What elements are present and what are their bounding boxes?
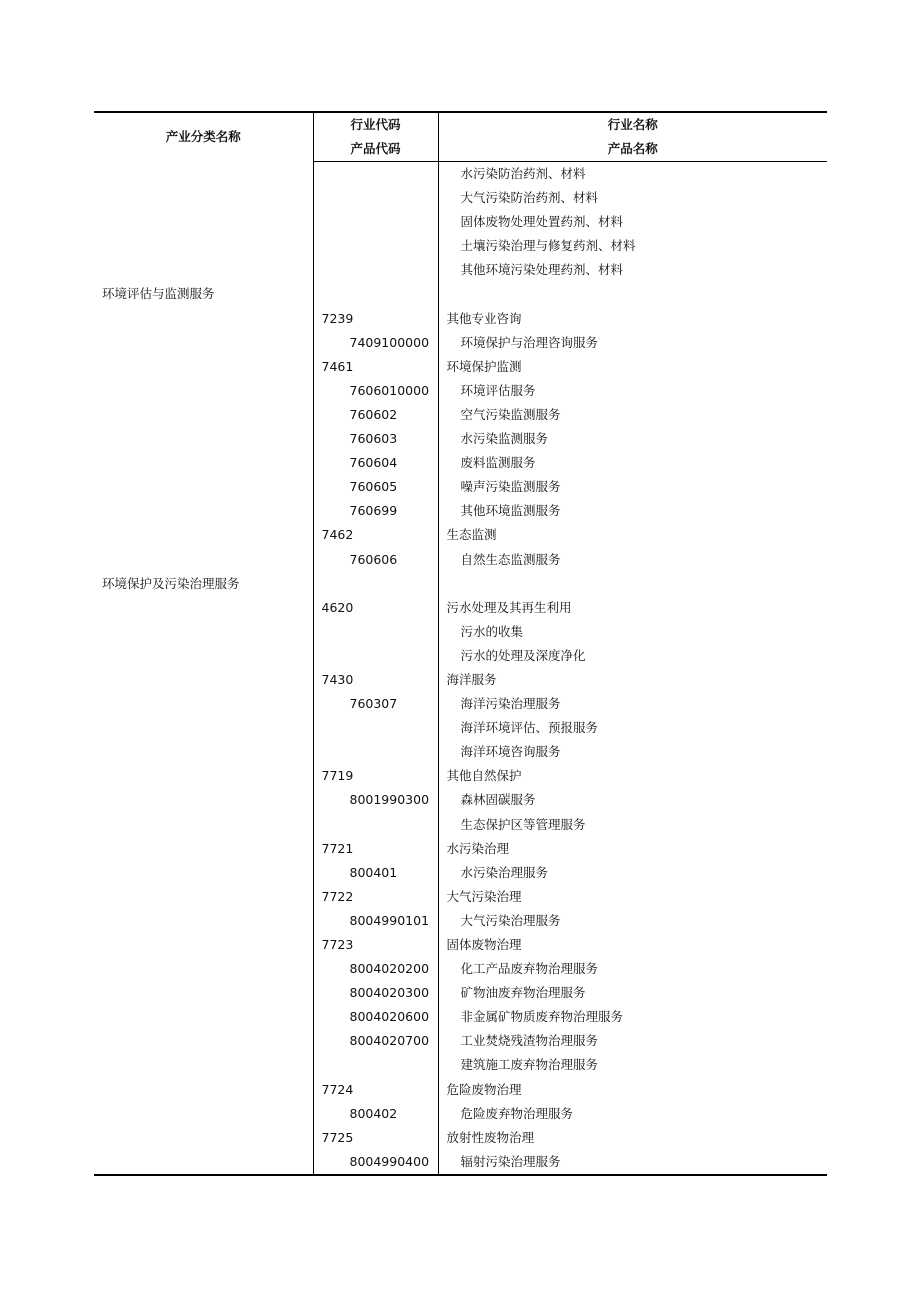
code-cell (313, 885, 438, 909)
code-cell (313, 258, 438, 282)
code-text: 8004020200 (349, 961, 430, 977)
name-cell (438, 162, 827, 187)
code-cell (313, 716, 438, 740)
table-row (94, 813, 827, 837)
code-cell (313, 933, 438, 957)
name-text: 海洋环境评估、预报服务 (460, 720, 599, 736)
code-cell (313, 499, 438, 523)
category-cell (94, 957, 313, 981)
code-cell (313, 596, 438, 620)
code-text: 7606010000 (349, 382, 430, 398)
table-row (94, 885, 827, 909)
category-cell (94, 788, 313, 812)
name-cell (438, 813, 827, 837)
name-cell (438, 379, 827, 403)
name-cell (438, 861, 827, 885)
table-row (94, 186, 827, 210)
code-text: 7724 (321, 1081, 354, 1097)
name-text: 大气污染防治药剂、材料 (460, 190, 599, 206)
name-cell (438, 499, 827, 523)
category-cell (94, 1126, 313, 1150)
category-cell (94, 1053, 313, 1077)
name-cell (438, 403, 827, 427)
table-row (94, 331, 827, 355)
category-cell (94, 523, 313, 547)
name-cell (438, 1053, 827, 1077)
table-row (94, 1005, 827, 1029)
category-cell (94, 548, 313, 572)
code-text: 8004990400 (349, 1153, 430, 1169)
category-cell (94, 933, 313, 957)
code-text: 760602 (349, 406, 398, 422)
category-cell: 环境保护及污染治理服务 (102, 575, 240, 591)
table-row (94, 740, 827, 764)
category-cell (94, 210, 313, 234)
name-cell (438, 523, 827, 547)
category-cell (94, 451, 313, 475)
code-cell (313, 234, 438, 258)
category-cell (94, 909, 313, 933)
name-cell (438, 692, 827, 716)
code-cell (313, 1126, 438, 1150)
name-cell (438, 957, 827, 981)
classification-table (94, 111, 827, 1176)
code-cell (313, 548, 438, 572)
name-cell (438, 764, 827, 788)
name-text: 森林固碳服务 (460, 792, 536, 808)
category-cell (94, 1029, 313, 1053)
table-row (94, 1029, 827, 1053)
name-cell (438, 1126, 827, 1150)
name-text: 生态保护区等管理服务 (460, 816, 586, 832)
code-text: 760699 (349, 503, 398, 519)
name-text: 污水的收集 (460, 623, 524, 639)
code-cell (313, 788, 438, 812)
name-cell (438, 186, 827, 210)
name-cell (438, 451, 827, 475)
table-body (94, 162, 827, 1175)
name-cell (438, 740, 827, 764)
table-row (94, 981, 827, 1005)
category-cell (94, 1102, 313, 1126)
name-text: 土壤污染治理与修复药剂、材料 (460, 238, 636, 254)
code-text: 7721 (321, 840, 354, 856)
category-cell (94, 234, 313, 258)
table-row (94, 379, 827, 403)
code-cell (313, 861, 438, 885)
code-cell (313, 620, 438, 644)
name-cell (438, 933, 827, 957)
category-cell (94, 1150, 313, 1175)
code-cell (313, 644, 438, 668)
name-text: 水污染监测服务 (460, 431, 549, 447)
category-cell (94, 885, 313, 909)
category-cell (94, 1078, 313, 1102)
code-text: 7462 (321, 527, 354, 543)
code-cell (313, 837, 438, 861)
code-text: 7409100000 (349, 334, 430, 350)
table-row (94, 282, 827, 306)
code-cell (313, 210, 438, 234)
code-text: 760606 (349, 551, 398, 567)
name-text: 海洋环境咨询服务 (460, 744, 561, 760)
category-cell (94, 403, 313, 427)
category-cell (94, 331, 313, 355)
name-cell (438, 210, 827, 234)
code-cell (313, 572, 438, 596)
table-row (94, 403, 827, 427)
name-text: 固体废物处理处置药剂、材料 (460, 214, 624, 230)
code-cell (313, 379, 438, 403)
table-row (94, 692, 827, 716)
name-cell (438, 1005, 827, 1029)
name-cell (438, 427, 827, 451)
header-product-code: 产品代码 (313, 137, 438, 162)
name-text: 其他专业咨询 (446, 310, 522, 326)
category-cell (94, 764, 313, 788)
code-cell (313, 523, 438, 547)
category-cell (94, 379, 313, 403)
name-text: 环境保护与治理咨询服务 (460, 334, 599, 350)
name-text: 废料监测服务 (460, 455, 536, 471)
name-text: 其他自然保护 (446, 768, 522, 784)
code-cell (313, 307, 438, 331)
name-cell (438, 548, 827, 572)
table-row (94, 427, 827, 451)
name-text: 放射性废物治理 (446, 1129, 535, 1145)
name-text: 其他环境监测服务 (460, 503, 561, 519)
table-row (94, 620, 827, 644)
code-cell (313, 403, 438, 427)
code-text: 7725 (321, 1129, 354, 1145)
table-row (94, 1150, 827, 1175)
header-product-name: 产品名称 (438, 137, 827, 162)
code-text: 8004020700 (349, 1033, 430, 1049)
name-cell (438, 258, 827, 282)
category-cell (94, 668, 313, 692)
category-cell (94, 837, 313, 861)
name-text: 污水处理及其再生利用 (446, 599, 572, 615)
code-cell (313, 813, 438, 837)
name-cell (438, 1150, 827, 1175)
category-cell (94, 355, 313, 379)
name-text: 生态监测 (446, 527, 497, 543)
name-cell (438, 282, 827, 306)
code-text: 7723 (321, 937, 354, 952)
category-cell (94, 162, 313, 187)
table-row (94, 258, 827, 282)
table-row (94, 451, 827, 475)
code-cell (313, 1005, 438, 1029)
category-cell (94, 186, 313, 210)
code-cell (313, 764, 438, 788)
name-text: 建筑施工废弃物治理服务 (460, 1057, 599, 1073)
header-category: 产业分类名称 (94, 112, 313, 162)
code-cell (313, 909, 438, 933)
table-row (94, 933, 827, 957)
table-row (94, 1126, 827, 1150)
name-cell (438, 596, 827, 620)
name-text: 大气污染治理服务 (460, 912, 561, 928)
name-text: 空气污染监测服务 (460, 406, 561, 422)
header-industry-name: 行业名称 (438, 112, 827, 137)
table-row (94, 788, 827, 812)
name-text: 自然生态监测服务 (460, 551, 561, 567)
code-text: 760604 (349, 455, 398, 471)
table-row (94, 307, 827, 331)
name-cell (438, 788, 827, 812)
category-cell: 环境评估与监测服务 (102, 286, 215, 302)
code-cell (313, 1053, 438, 1077)
name-cell (438, 307, 827, 331)
code-cell (313, 331, 438, 355)
category-cell (94, 258, 313, 282)
name-text: 固体废物治理 (446, 937, 522, 952)
category-cell (94, 861, 313, 885)
name-cell (438, 981, 827, 1005)
code-cell (313, 162, 438, 187)
table-row (94, 861, 827, 885)
name-cell (438, 331, 827, 355)
code-text: 7719 (321, 768, 354, 784)
category-cell (94, 740, 313, 764)
name-cell (438, 234, 827, 258)
table-row (94, 716, 827, 740)
category-cell (94, 427, 313, 451)
code-text: 4620 (321, 599, 354, 615)
name-cell (438, 668, 827, 692)
category-cell (94, 1005, 313, 1029)
table-row (94, 1102, 827, 1126)
table-row (94, 596, 827, 620)
code-cell (313, 1102, 438, 1126)
table-row (94, 499, 827, 523)
code-text: 760307 (349, 696, 398, 712)
name-cell (438, 1029, 827, 1053)
code-cell (313, 1150, 438, 1175)
name-cell (438, 1102, 827, 1126)
name-cell (438, 620, 827, 644)
name-text: 水污染防治药剂、材料 (460, 166, 586, 181)
name-text: 危险废弃物治理服务 (460, 1105, 574, 1121)
table-header (94, 112, 827, 162)
name-cell (438, 1078, 827, 1102)
name-text: 污水的处理及深度净化 (460, 647, 586, 663)
table-row (94, 234, 827, 258)
code-text: 8004990101 (349, 912, 430, 928)
code-text: 7722 (321, 888, 354, 904)
name-cell (438, 355, 827, 379)
name-text: 工业焚烧残渣物治理服务 (460, 1033, 599, 1049)
code-cell (313, 1029, 438, 1053)
table-row (94, 548, 827, 572)
name-cell (438, 572, 827, 596)
name-text: 海洋服务 (446, 671, 497, 687)
code-cell (313, 427, 438, 451)
code-cell (313, 981, 438, 1005)
name-cell (438, 885, 827, 909)
code-cell (313, 740, 438, 764)
category-cell (94, 644, 313, 668)
category-cell (94, 692, 313, 716)
code-text: 7239 (321, 310, 354, 326)
name-text: 噪声污染监测服务 (460, 479, 561, 495)
name-text: 环境评估服务 (460, 382, 536, 398)
category-cell (94, 499, 313, 523)
category-cell (94, 620, 313, 644)
code-text: 760605 (349, 479, 398, 495)
code-cell (313, 282, 438, 306)
name-text: 大气污染治理 (446, 888, 522, 904)
name-text: 非金属矿物质废弃物治理服务 (460, 1009, 624, 1025)
code-cell (313, 451, 438, 475)
category-cell (94, 475, 313, 499)
code-text: 800401 (349, 864, 398, 880)
code-text: 760603 (349, 431, 398, 447)
name-text: 危险废物治理 (446, 1081, 522, 1097)
category-cell (94, 981, 313, 1005)
table-row (94, 957, 827, 981)
name-cell (438, 644, 827, 668)
code-cell (313, 355, 438, 379)
name-text: 化工产品废弃物治理服务 (460, 961, 599, 977)
code-text: 8004020300 (349, 985, 430, 1001)
table-row (94, 764, 827, 788)
name-text: 海洋污染治理服务 (460, 696, 561, 712)
name-cell (438, 475, 827, 499)
code-cell (313, 475, 438, 499)
name-text: 水污染治理服务 (460, 864, 549, 880)
name-text: 水污染治理 (446, 840, 510, 856)
name-text: 矿物油废弃物治理服务 (460, 985, 586, 1001)
code-text: 7430 (321, 671, 354, 687)
header-industry-code: 行业代码 (313, 112, 438, 137)
table-row (94, 668, 827, 692)
table-row (94, 1053, 827, 1077)
code-text: 7461 (321, 358, 354, 374)
table-row (94, 1078, 827, 1102)
code-text: 8001990300 (349, 792, 430, 808)
table-row (94, 475, 827, 499)
category-cell (94, 813, 313, 837)
table-row (94, 837, 827, 861)
code-text: 800402 (349, 1105, 398, 1121)
name-text: 其他环境污染处理药剂、材料 (460, 262, 624, 278)
table-row (94, 644, 827, 668)
code-cell (313, 692, 438, 716)
name-cell (438, 837, 827, 861)
code-text: 8004020600 (349, 1009, 430, 1025)
name-cell (438, 909, 827, 933)
code-cell (313, 957, 438, 981)
name-text: 辐射污染治理服务 (460, 1153, 561, 1169)
table-row (94, 523, 827, 547)
table-row (94, 572, 827, 596)
code-cell (313, 186, 438, 210)
table-row (94, 210, 827, 234)
table-row (94, 162, 827, 187)
table-row (94, 909, 827, 933)
code-cell (313, 668, 438, 692)
code-cell (313, 1078, 438, 1102)
table-row (94, 355, 827, 379)
category-cell (94, 307, 313, 331)
category-cell (94, 716, 313, 740)
name-text: 环境保护监测 (446, 358, 522, 374)
name-cell (438, 716, 827, 740)
category-cell (94, 596, 313, 620)
